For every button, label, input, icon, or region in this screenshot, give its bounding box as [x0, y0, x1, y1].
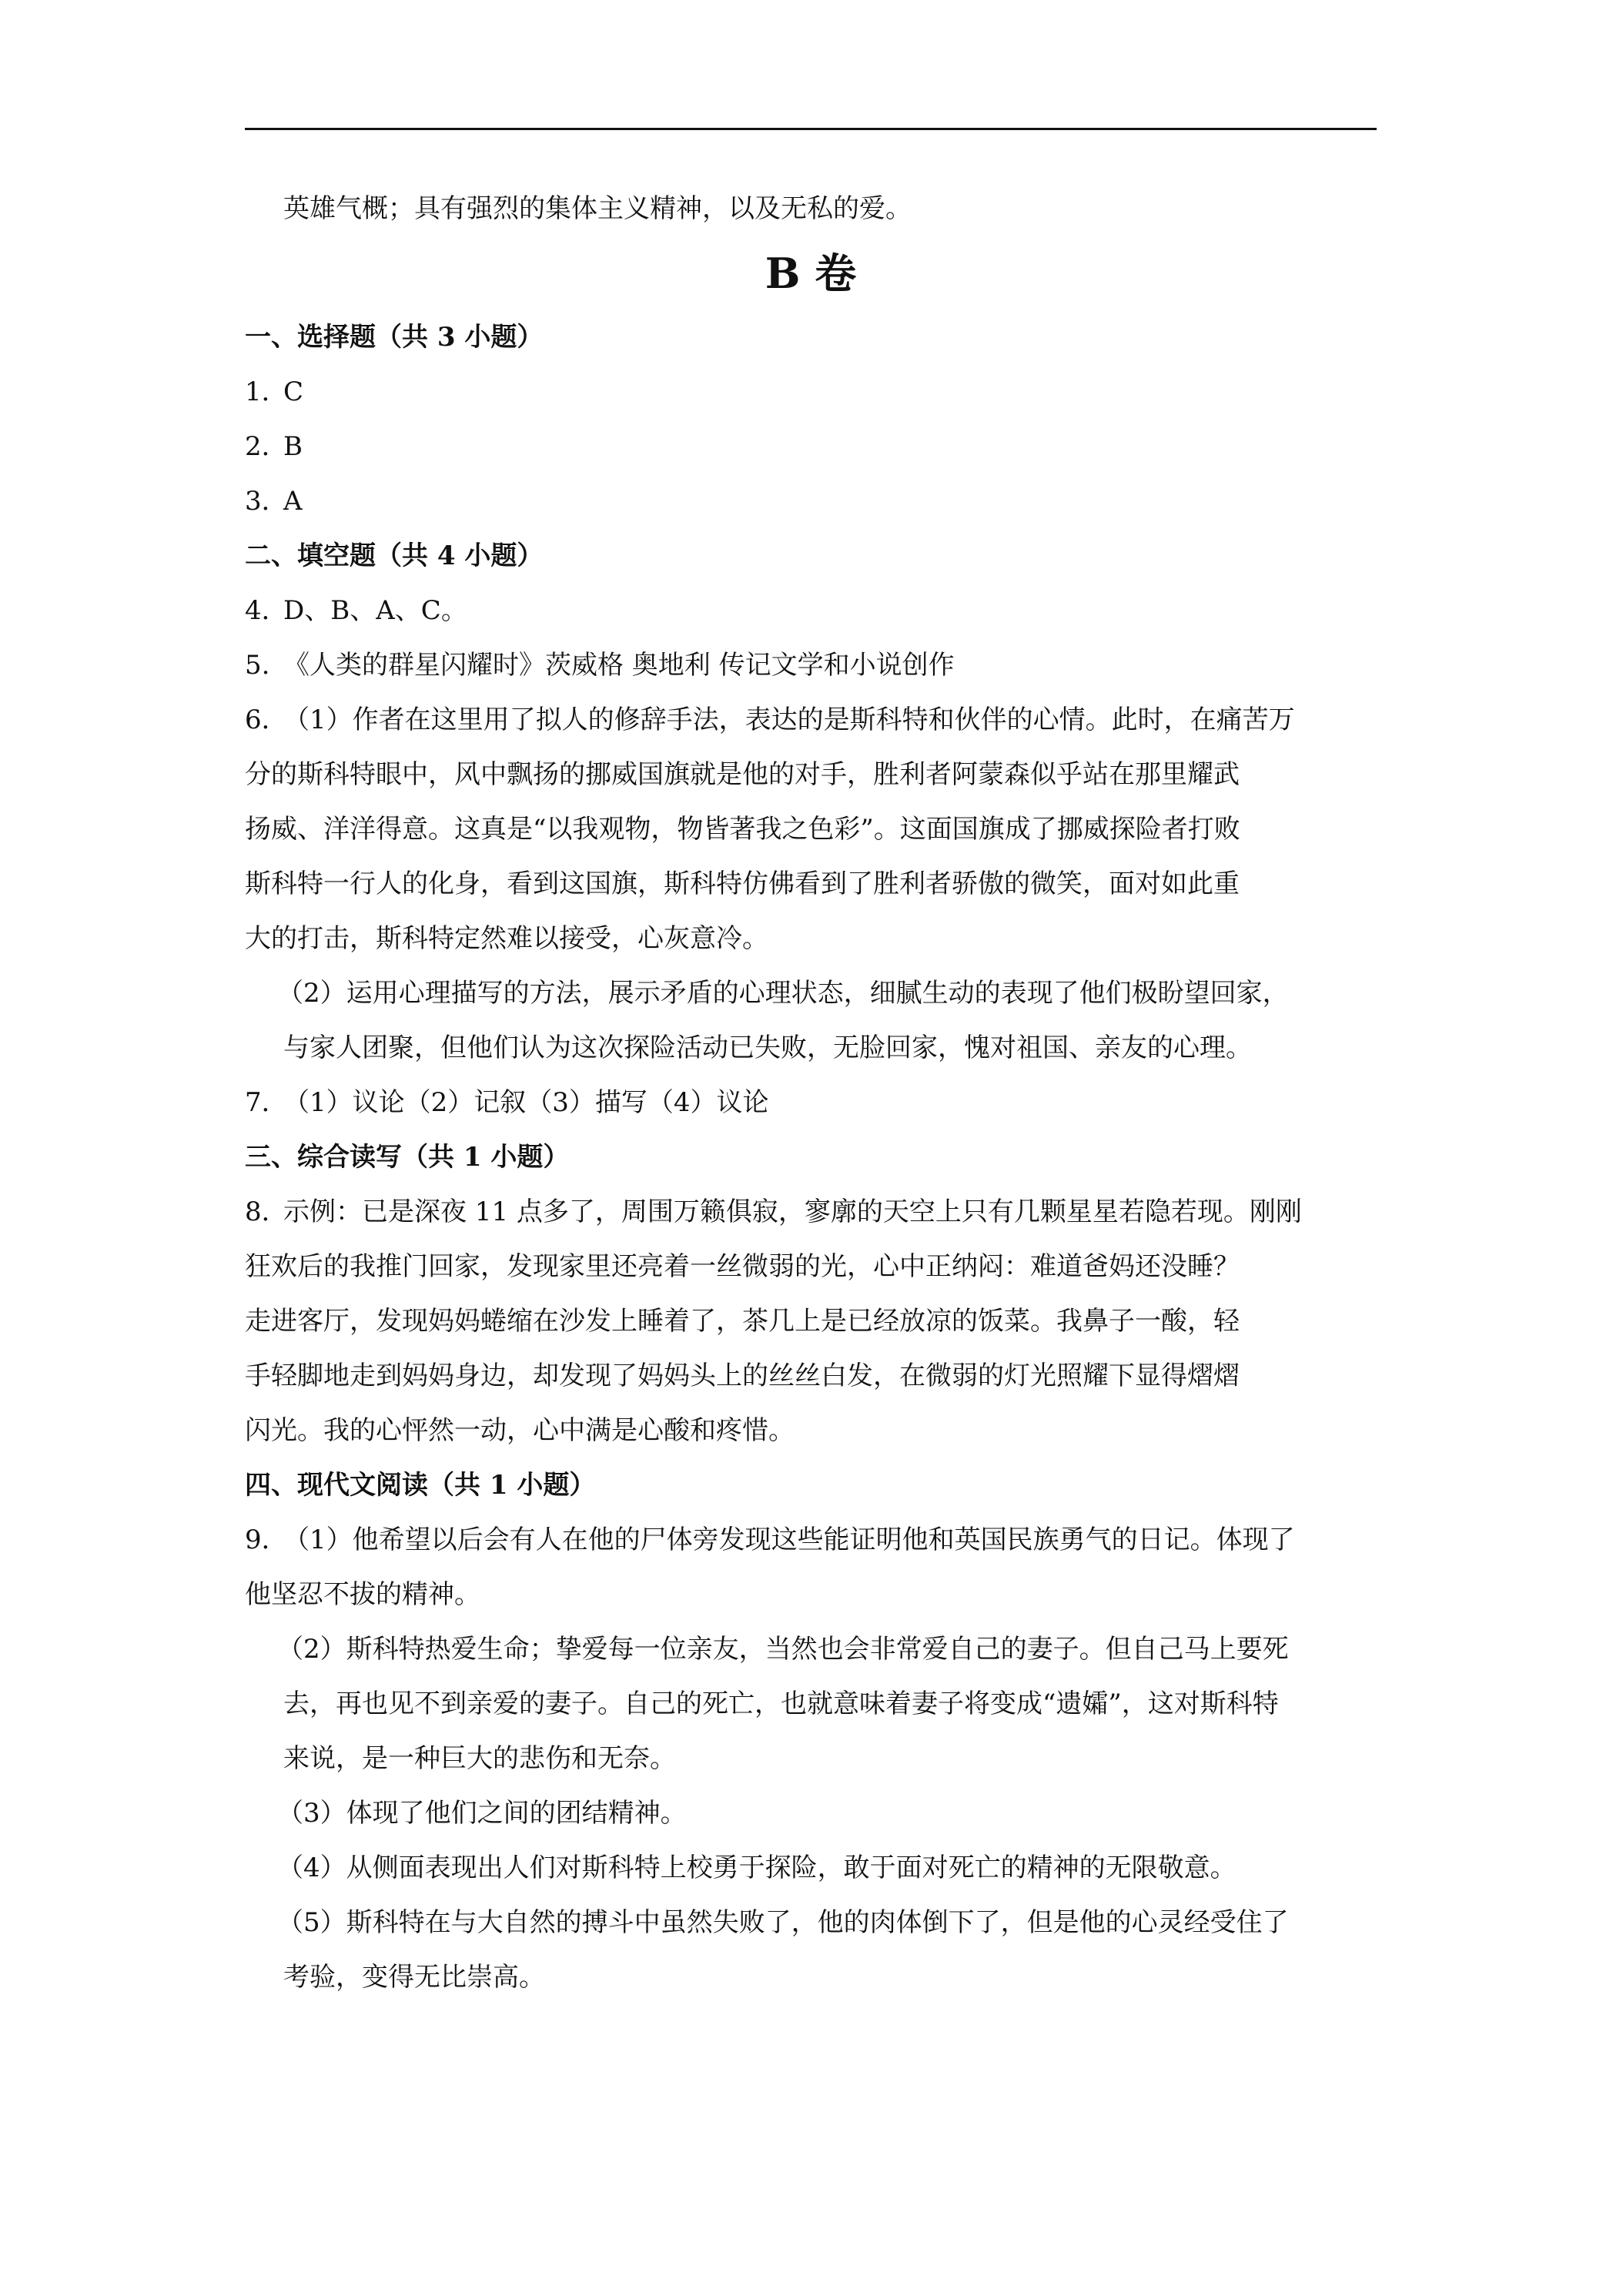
answer-text: B: [283, 431, 303, 462]
answer-item-7: [245, 1076, 1377, 1130]
answer-line: （2）斯科特热爱生命；挚爱每一位亲友，当然也会非常爱自己的妻子。但自己马上要死: [277, 1634, 1289, 1665]
answer-line: （2）运用心理描写的方法，展示矛盾的心理状态，细腻生动的表现了他们极盼望回家，: [277, 978, 1289, 1009]
answer-line: 来说，是一种巨大的悲伤和无奈。: [283, 1743, 676, 1774]
item-number: 4．: [245, 595, 288, 626]
item-number: 3．: [245, 486, 288, 517]
answer-text: A: [283, 486, 303, 517]
section-heading-choice: 一、选择题（共 3 小题）: [245, 322, 544, 353]
answer-item-1: [245, 365, 1377, 420]
answer-item-5: [245, 638, 1377, 693]
answer-line: 与家人团聚，但他们认为这次探险活动已失败，无脸回家，愧对祖国、亲友的心理。: [283, 1033, 1252, 1063]
answer-line: 9．（1）他希望以后会有人在他的尸体旁发现这些能证明他和英国民族勇气的日记。体现了: [283, 1513, 1377, 1568]
item-number: 8．: [245, 1197, 288, 1227]
header-rule: [245, 128, 1377, 130]
page-content: [245, 182, 1377, 2005]
answer-subitem-9-5: [245, 1896, 1377, 2005]
answer-line: （5）斯科特在与大自然的搏斗中虽然失败了，他的肉体倒下了，但是他的心灵经受住了: [277, 1907, 1289, 1938]
answer-line: 闪光。我的心怦然一动，心中满是心酸和疼惜。: [245, 1415, 795, 1446]
answer-subitem-9-4: [245, 1841, 1377, 1896]
answer-line: 分的斯科特眼中，风中飘扬的挪威国旗就是他的对手，胜利者阿蒙森似乎站在那里耀武: [245, 759, 1240, 790]
answer-line: 手轻脚地走到妈妈身边，却发现了妈妈头上的丝丝白发，在微弱的灯光照耀下显得熠熠: [245, 1361, 1240, 1391]
answer-subitem-6-2: [245, 966, 1377, 1076]
answer-line: 去，再也见不到亲爱的妻子。自己的死亡，也就意味着妻子将变成“遗孀”，这对斯科特: [283, 1689, 1279, 1719]
answer-line: （4）从侧面表现出人们对斯科特上校勇于探险，敢于面对死亡的精神的无限敬意。: [277, 1853, 1236, 1883]
answer-line: 6．（1）作者在这里用了拟人的修辞手法，表达的是斯科特和伙伴的心情。此时，在痛苦万: [283, 693, 1377, 748]
answer-line: 他坚忍不拔的精神。: [245, 1579, 480, 1610]
answer-line: （3）体现了他们之间的团结精神。: [277, 1798, 687, 1829]
answer-subitem-9-3: [245, 1786, 1377, 1841]
answer-subitem-9-2: [245, 1622, 1377, 1786]
answer-text: 《人类的群星闪耀时》茨威格 奥地利 传记文学和小说创作: [283, 650, 955, 681]
answer-item-9: [245, 1513, 1377, 1622]
answer-item-8: [245, 1185, 1377, 1458]
answer-line: 斯科特一行人的化身，看到这国旗，斯科特仿佛看到了胜利者骄傲的微笑，面对如此重: [245, 869, 1240, 899]
item-number: 6．: [245, 705, 288, 735]
answer-item-4: [245, 584, 1377, 638]
section-heading-reading-writing: 三、综合读写（共 1 小题）: [245, 1142, 570, 1173]
item-number: 2．: [245, 431, 288, 462]
page-title: B 卷: [765, 249, 857, 298]
answer-line: 8．示例：已是深夜 11 点多了，周围万籁俱寂，寥廓的天空上只有几颗星星若隐若现。刚刚: [283, 1185, 1377, 1240]
section-heading-fill-blank: 二、填空题（共 4 小题）: [245, 541, 544, 571]
item-number: 5.: [245, 650, 270, 681]
answer-line: 考验，变得无比崇高。: [283, 1962, 545, 1993]
item-number: 1．: [245, 377, 288, 407]
answer-line: 狂欢后的我推门回家，发现家里还亮着一丝微弱的光，心中正纳闷：难道爸妈还没睡？: [245, 1251, 1240, 1282]
answer-text: （1）议论（2）记叙（3）描写（4）议论: [283, 1087, 769, 1118]
answer-text: D、B、A、C。: [283, 595, 467, 626]
answer-line: 扬威、洋洋得意。这真是“以我观物，物皆著我之色彩”。这面国旗成了挪威探险者打败: [245, 814, 1240, 845]
item-number: 9．: [245, 1525, 288, 1555]
item-number: 7．: [245, 1087, 288, 1118]
answer-item-6: [245, 693, 1377, 966]
answer-item-3: [245, 474, 1377, 529]
section-heading-modern-reading: 四、现代文阅读（共 1 小题）: [245, 1470, 596, 1501]
continuation-text: 英雄气概；具有强烈的集体主义精神，以及无私的爱。: [283, 193, 912, 224]
answer-item-2: [245, 420, 1377, 474]
answer-line: 走进客厅，发现妈妈蜷缩在沙发上睡着了，茶几上是已经放凉的饭菜。我鼻子一酸，轻: [245, 1306, 1240, 1337]
answer-line: 大的打击，斯科特定然难以接受，心灰意冷。: [245, 923, 768, 954]
answer-text: C: [283, 377, 304, 407]
